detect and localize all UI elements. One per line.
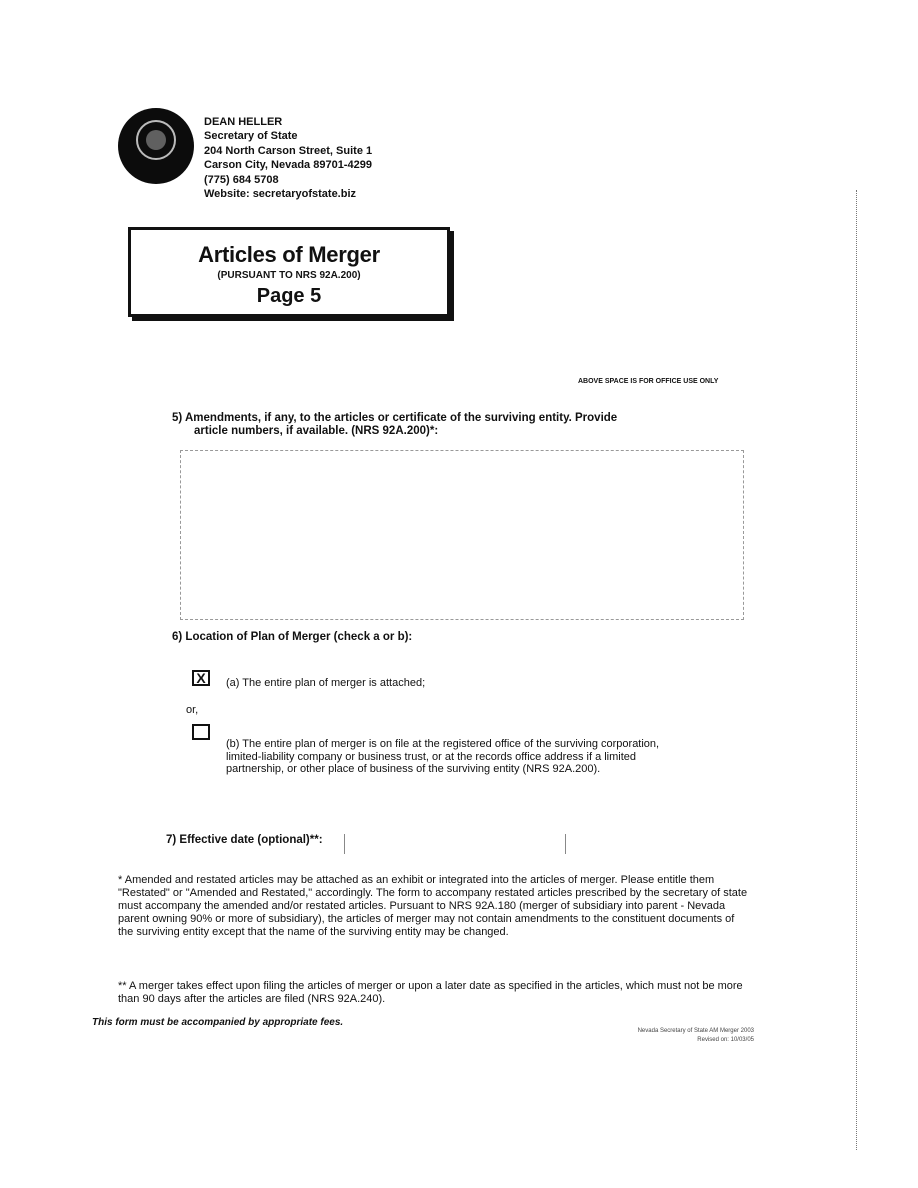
option-b-label: (b) The entire plan of merger is on file at the registered office of the surviving corporation, limited-liability company or business trust, or at the records office address if a limited partnership, or other place of business of the surviving entity (NRS 92A.200).: [226, 738, 660, 775]
secretary-name: DEAN HELLER: [204, 116, 283, 128]
page-number: Page 5: [256, 285, 322, 307]
seal-emblem: [146, 130, 166, 150]
section-5-line-1: 5) Amendments, if any, to the articles or certificate of the surviving entity. Provide: [172, 412, 618, 424]
revision-line-1: Nevada Secretary of State AM Merger 2003: [637, 1028, 754, 1034]
secretary-title: Secretary of State: [204, 130, 298, 143]
office-header: [204, 115, 372, 201]
footnote-2: ** A merger takes effect upon filing the articles of merger or upon a later date as specified in the articles, which must not be more than 90 days after the articles are filed (NRS 92A.240).: [118, 980, 743, 1005]
phone: (775) 684 5708: [204, 173, 279, 186]
amendments-textarea[interactable]: [180, 450, 744, 620]
section-6-heading: 6) Location of Plan of Merger (check a or b):: [172, 631, 413, 643]
option-a-label: (a) The entire plan of merger is attached;: [226, 677, 426, 689]
form-title-box: [128, 227, 450, 317]
footnote-1: * Amended and restated articles may be attached as an exhibit or integrated into the articles of merger. Please entitle them "Restated" or "Amended and Restated," accordingly. The form to accompany restated articles prescribed by the secretary of state must accompany the amended and/or restated articles. Pursuant to NRS 92A.180 (merger of subsidiary into parent - Nevada parent owning 90% or more of subsidiary), the articles of merger may not contain amendments to the constituent documents of the surviving entity except that the name of the surviving entity may be changed.: [118, 874, 748, 938]
address-line-1: 204 North Carson Street, Suite 1: [204, 144, 373, 157]
website: Website: secretaryofstate.biz: [204, 188, 357, 201]
revision-info: [588, 1027, 754, 1045]
form-subtitle: (PURSUANT TO NRS 92A.200): [217, 270, 361, 281]
section-5-line-2: article numbers, if available. (NRS 92A.200)*:: [194, 425, 439, 437]
office-use-note: ABOVE SPACE IS FOR OFFICE USE ONLY: [578, 378, 719, 385]
section-7-label: 7) Effective date (optional)**:: [166, 834, 323, 846]
option-a-checkbox[interactable]: X: [192, 670, 210, 686]
or-label: or,: [186, 704, 199, 716]
fees-note: This form must be accompanied by appropriate fees.: [92, 1017, 344, 1028]
option-b-checkbox[interactable]: [192, 724, 210, 740]
revision-line-2: Revised on: 10/03/05: [697, 1037, 754, 1043]
scan-edge-line: [856, 190, 857, 1150]
section-5-heading: [172, 412, 617, 438]
form-title: Articles of Merger: [198, 242, 380, 267]
effective-date-field[interactable]: [344, 834, 566, 854]
state-seal-logo: [118, 108, 194, 184]
address-line-2: Carson City, Nevada 89701-4299: [204, 159, 372, 172]
